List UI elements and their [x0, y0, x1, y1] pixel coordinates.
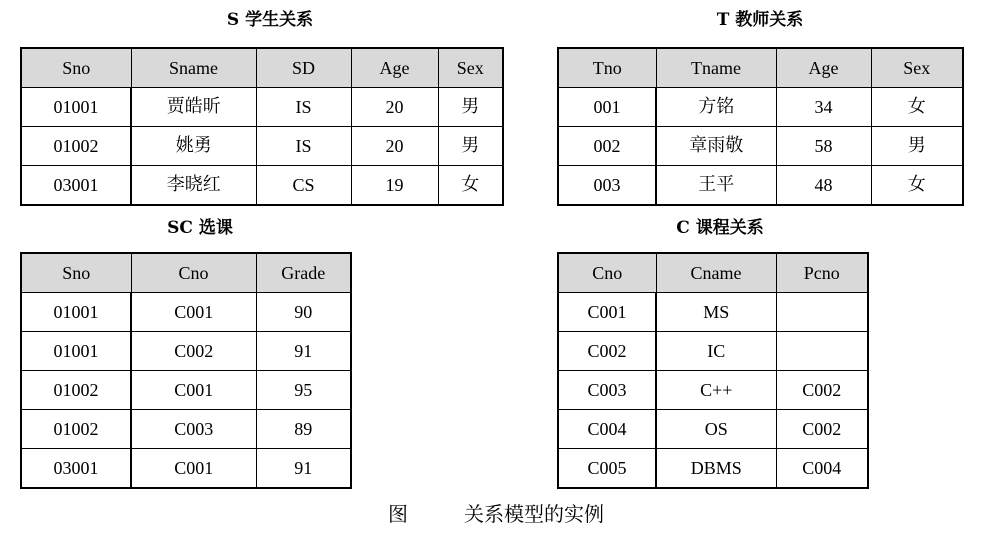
table-cell: C001 — [131, 449, 256, 489]
table-cell: 19 — [351, 166, 438, 206]
table-row — [558, 293, 868, 332]
table-cell: 01001 — [21, 332, 131, 371]
t-table-caption: T 教师关系 — [716, 10, 804, 30]
table-cell: 002 — [558, 127, 656, 166]
column-header: Age — [351, 48, 438, 88]
table-cell: C001 — [131, 371, 256, 410]
table-row — [558, 332, 868, 371]
table-cell: IS — [256, 127, 351, 166]
table-cell: DBMS — [656, 449, 776, 489]
table-header-row — [21, 253, 351, 293]
table-header-row — [558, 253, 868, 293]
table-cell: C004 — [776, 449, 868, 489]
table-cell: 男 — [438, 88, 503, 127]
table-cell: 女 — [438, 166, 503, 206]
figure-title: 关系模型的实例 — [464, 502, 604, 526]
table-cell: 89 — [256, 410, 351, 449]
table-header-row — [558, 48, 963, 88]
table-cell: IS — [256, 88, 351, 127]
table-cell: 女 — [871, 88, 963, 127]
table-cell: 95 — [256, 371, 351, 410]
table-cell: 001 — [558, 88, 656, 127]
table-cell: C002 — [558, 332, 656, 371]
table-cell: C002 — [776, 371, 868, 410]
table-row — [21, 332, 351, 371]
table-cell: C005 — [558, 449, 656, 489]
table-cell: 方铭 — [656, 88, 776, 127]
table-cell: 03001 — [21, 166, 131, 206]
table-row — [21, 410, 351, 449]
column-header: Grade — [256, 253, 351, 293]
table-cell: 姚勇 — [131, 127, 256, 166]
table-cell: C004 — [558, 410, 656, 449]
table-cell: 贾皓昕 — [131, 88, 256, 127]
table-cell: C++ — [656, 371, 776, 410]
column-header: SD — [256, 48, 351, 88]
column-header: Tno — [558, 48, 656, 88]
table-row — [21, 127, 503, 166]
table-cell: CS — [256, 166, 351, 206]
column-header: Sex — [871, 48, 963, 88]
column-header: Cname — [656, 253, 776, 293]
column-header: Tname — [656, 48, 776, 88]
s-student-table — [20, 47, 504, 206]
table-cell — [776, 293, 868, 332]
table-cell: C002 — [131, 332, 256, 371]
table-row — [558, 449, 868, 489]
table-row — [21, 88, 503, 127]
column-header: Sno — [21, 48, 131, 88]
table-cell: 48 — [776, 166, 871, 206]
table-cell: C002 — [776, 410, 868, 449]
table-cell: 91 — [256, 332, 351, 371]
table-row — [21, 166, 503, 206]
table-row — [21, 371, 351, 410]
table-cell: 章雨敬 — [656, 127, 776, 166]
table-cell: 34 — [776, 88, 871, 127]
table-cell: 20 — [351, 88, 438, 127]
column-header: Sno — [21, 253, 131, 293]
table-cell: 01001 — [21, 88, 131, 127]
table-cell: 李晓红 — [131, 166, 256, 206]
table-cell: MS — [656, 293, 776, 332]
table-cell: 女 — [871, 166, 963, 206]
column-header: Age — [776, 48, 871, 88]
table-cell: C001 — [131, 293, 256, 332]
table-cell: OS — [656, 410, 776, 449]
table-row — [558, 410, 868, 449]
table-cell: C003 — [131, 410, 256, 449]
table-row — [558, 166, 963, 206]
table-row — [558, 371, 868, 410]
table-cell: 01002 — [21, 371, 131, 410]
table-cell: 01002 — [21, 127, 131, 166]
column-header: Sname — [131, 48, 256, 88]
table-cell: 01001 — [21, 293, 131, 332]
column-header: Pcno — [776, 253, 868, 293]
c-course-table — [557, 252, 869, 489]
table-row — [21, 293, 351, 332]
column-header: Cno — [558, 253, 656, 293]
table-row — [558, 88, 963, 127]
table-cell: IC — [656, 332, 776, 371]
t-teacher-table — [557, 47, 964, 206]
column-header: Cno — [131, 253, 256, 293]
figure-label: 图 — [388, 502, 408, 526]
figure-caption — [0, 500, 992, 528]
sc-table-caption: SC 选课 — [167, 218, 233, 238]
table-cell: C001 — [558, 293, 656, 332]
column-header: Sex — [438, 48, 503, 88]
sc-course-selection-table — [20, 252, 352, 489]
table-cell: 003 — [558, 166, 656, 206]
table-header-row — [21, 48, 503, 88]
table-cell: 01002 — [21, 410, 131, 449]
table-cell — [776, 332, 868, 371]
table-cell: 男 — [438, 127, 503, 166]
table-cell: 王平 — [656, 166, 776, 206]
table-cell: 03001 — [21, 449, 131, 489]
table-cell: 20 — [351, 127, 438, 166]
table-cell: 91 — [256, 449, 351, 489]
table-cell: 58 — [776, 127, 871, 166]
c-table-caption: C 课程关系 — [676, 218, 764, 238]
table-cell: 90 — [256, 293, 351, 332]
table-cell: C003 — [558, 371, 656, 410]
table-row — [558, 127, 963, 166]
table-cell: 男 — [871, 127, 963, 166]
table-row — [21, 449, 351, 489]
s-table-caption: S 学生关系 — [226, 10, 314, 30]
